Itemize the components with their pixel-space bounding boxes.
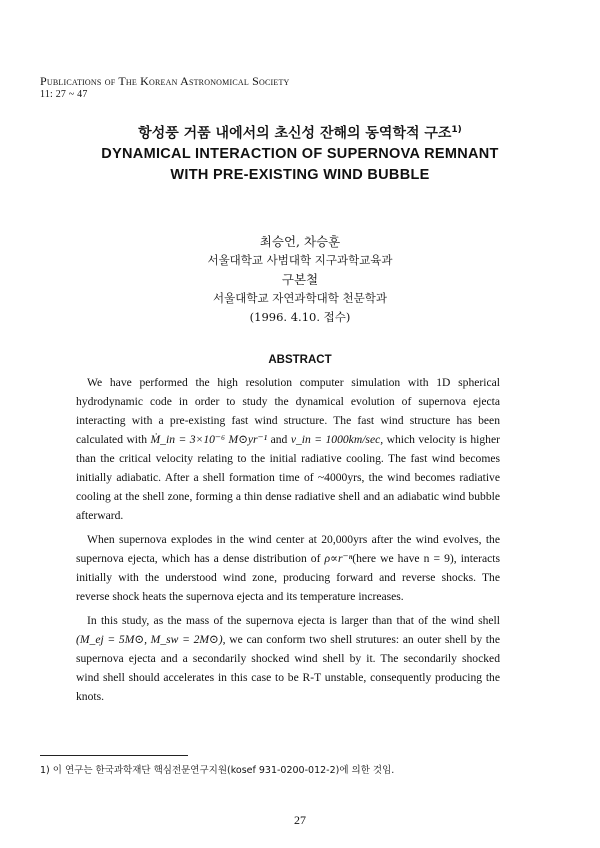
abstract-p3-text-b: we can conform two shell strutures: an outer shell by the supernova ejecta and a secondarily shocked wind shell by it. The secondarily shocked wind shell should accelerates in this case to be R-T unstable, consequently producing the knots. bbox=[76, 633, 500, 703]
affiliation-1: 서울대학교 사범대학 지구과학교육과 bbox=[207, 253, 393, 267]
density-distribution-formula: ρ∝r⁻ⁿ bbox=[324, 552, 353, 565]
title-footnote-mark: 1) bbox=[451, 125, 462, 135]
journal-header bbox=[40, 75, 290, 101]
received-date: (1996. 4.10. 접수) bbox=[249, 310, 351, 324]
abstract-p2-text-b: (here we have n = 9), interacts initially with the understood wind zone, producing forward and reverse shocks. The reverse shock heats the supernova ejecta and its temperature increases. bbox=[76, 552, 500, 603]
author-names-2: 구본철 bbox=[281, 272, 319, 287]
page-number: 27 bbox=[294, 813, 306, 827]
korean-title bbox=[0, 120, 600, 144]
author-names-1: 최승언, 차승훈 bbox=[259, 234, 341, 249]
footnote: 1) 이 연구는 한국과학재단 핵심전문연구지원(kosef 931-0200-012-2)에 의한 것임. bbox=[40, 765, 395, 776]
mass-loss-rate-formula: Ṁ_in = 3×10⁻⁶ M⊙yr⁻¹ bbox=[150, 433, 268, 446]
abstract-p1-text-a: We have performed the high resolution computer simulation with 1D spherical hydrodynamic code in order to study the dynamical evolution of supernova ejecta interacting with a pre-existing fast wind structure. The fast wind structure has been calculated with bbox=[76, 376, 500, 446]
abstract-p1-text-c: which velocity is higher than the critical velocity relating to the initial radiative cooling. The fast wind becomes initially adiabatic. After a shell formation time of ~4000yrs, the wind becomes radiative cooling at the shell zone, forming a thin dense radiative shell and an adiabatic wind bubble afterward. bbox=[76, 433, 500, 522]
mass-comparison-formula: (M_ej = 5M⊙, M_sw = 2M⊙), bbox=[76, 633, 226, 646]
journal-name: Publications of The Korean Astronomical Society bbox=[40, 74, 290, 88]
wind-velocity-formula: v_in = 1000km/sec, bbox=[290, 433, 384, 446]
abstract-paragraph-2 bbox=[76, 530, 500, 606]
title-block bbox=[0, 120, 600, 186]
abstract-p2-text-a: When supernova explodes in the wind center at 20,000yrs after the wind evolves, the supernova ejecta, which has a dense distribution of bbox=[76, 533, 500, 565]
abstract-paragraph-3 bbox=[76, 611, 500, 706]
author-block bbox=[0, 232, 600, 327]
footnote-divider bbox=[40, 755, 188, 756]
abstract-body bbox=[76, 373, 500, 711]
abstract-p1-text-b: and bbox=[270, 433, 288, 446]
english-title-line-1: DYNAMICAL INTERACTION OF SUPERNOVA REMNANT bbox=[101, 145, 499, 162]
abstract-paragraph-1 bbox=[76, 373, 500, 525]
abstract-heading: ABSTRACT bbox=[268, 354, 332, 366]
affiliation-2: 서울대학교 자연과학대학 천문학과 bbox=[213, 291, 387, 305]
english-title-line-2: WITH PRE-EXISTING WIND BUBBLE bbox=[170, 166, 430, 183]
korean-title-text: 항성풍 거품 내에서의 초신성 잔해의 동역학적 구조 bbox=[138, 125, 452, 142]
abstract-p3-text-a: In this study, as the mass of the supernova ejecta is larger than that of the wind shell bbox=[87, 614, 500, 627]
journal-volume: 11: 27 ~ 47 bbox=[40, 89, 88, 100]
